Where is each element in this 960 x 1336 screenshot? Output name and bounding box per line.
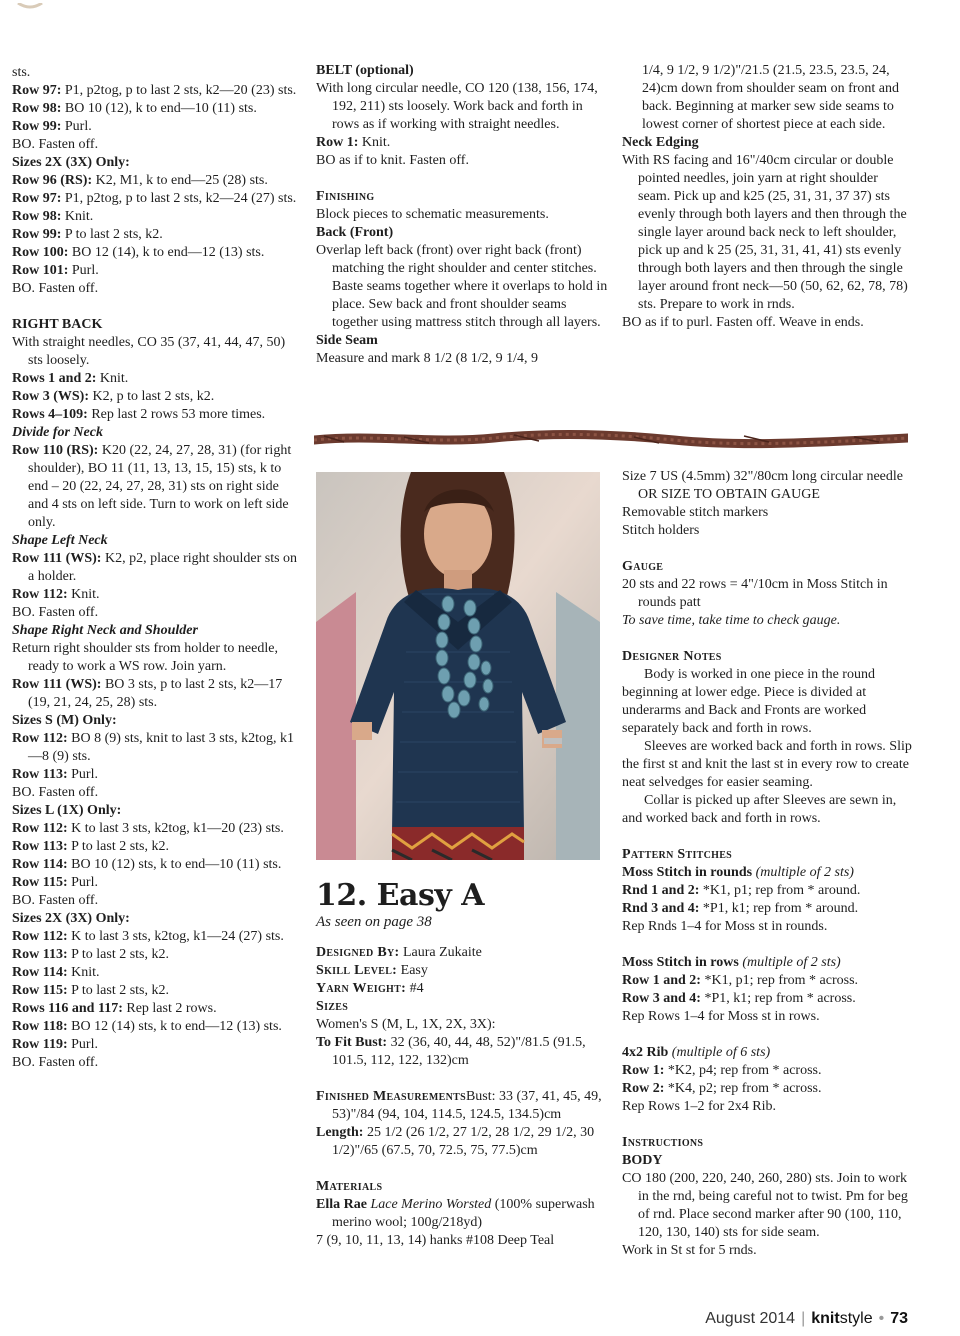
- column-pattern-stitches: [622, 468, 912, 1260]
- section-heading: Finishing: [316, 189, 375, 204]
- spacer: [12, 298, 300, 316]
- text-line: BO as if to purl. Fasten off. Weave in ends.: [622, 315, 864, 330]
- footer-separator: |: [801, 1310, 806, 1327]
- row-text: Purl.: [67, 767, 98, 782]
- text-line: Removable stitch markers: [622, 505, 769, 520]
- meta-label: Skill Level:: [316, 963, 398, 978]
- text-line: [12, 406, 300, 424]
- text-line: Collar is picked up after Sleeves are sewn in, and worked back and forth in rows.: [622, 793, 897, 826]
- text-line: [316, 1088, 610, 1124]
- text-line: [316, 944, 610, 962]
- text-line: [12, 1000, 300, 1018]
- text-line: [316, 134, 610, 152]
- footer-bullet: •: [878, 1310, 885, 1327]
- text-line: [12, 946, 300, 964]
- text-line: To save time, take time to check gauge.: [622, 613, 841, 628]
- row-text: P to last 2 sts, k2.: [67, 983, 170, 998]
- text-line: [316, 980, 610, 998]
- section-heading: Materials: [316, 1179, 383, 1194]
- text-line: [12, 550, 300, 586]
- text-line: [12, 766, 300, 784]
- row-text: *P1, k1; rep from * across.: [700, 991, 856, 1006]
- row-text: Purl.: [67, 1037, 98, 1052]
- section-heading: Sizes 2X (3X) Only:: [12, 155, 130, 170]
- text-line: CO 180 (200, 220, 240, 260, 280) sts. Join to work in the rnd, being careful not to twist. Pm for beg of rnd. Place second marker after 90 (100, 110, 120, 130, 140) sts for side seam.: [622, 1171, 908, 1240]
- text-line: With RS facing and 16"/40cm circular or double pointed needles, join yarn at right shoulder seam. Pick up and k25 (25, 31, 31, 37 37) sts evenly through both layers and then through the single layer around back neck to left shoulder, pick up and k 25 (25, 31, 31, 41, 41) sts evenly through both layers and then through the single layer around front neck—50 (50, 62, 62, 78, 78) sts. Prepare to work in rnds.: [622, 153, 908, 312]
- text-line: With straight needles, CO 35 (37, 41, 44, 47, 50) sts loosely.: [12, 335, 286, 368]
- row-text: P1, p2tog, p to last 2 sts, k2—24 (27) sts.: [61, 191, 297, 206]
- row-label: Row 115:: [12, 875, 68, 890]
- text-line: [12, 874, 300, 892]
- text-line: [622, 864, 912, 882]
- column-belt-finishing: [316, 62, 610, 368]
- text-line: [12, 928, 300, 946]
- text-line: [12, 244, 300, 262]
- page-number: 73: [890, 1310, 908, 1327]
- text-line: [622, 954, 912, 972]
- row-text: 32 (36, 40, 44, 48, 52)"/81.5 (91.5, 101.5, 112, 122, 132)cm: [332, 1035, 586, 1068]
- section-heading: Back (Front): [316, 225, 394, 240]
- text-line: [12, 586, 300, 604]
- text-line: Sleeves are worked back and forth in rows. Slip the first st and knit the last st in every row to create neat selvedges for easier seaming.: [622, 739, 912, 790]
- subsection-heading: Divide for Neck: [12, 425, 103, 440]
- row-text: Knit.: [67, 587, 100, 602]
- subsection-heading: Shape Left Neck: [12, 533, 108, 548]
- pattern-title: 12. Easy A: [316, 878, 484, 913]
- row-label: Row 97:: [12, 191, 62, 206]
- text-line: BO. Fasten off.: [12, 281, 99, 296]
- spacer: [622, 828, 912, 846]
- row-text: Rep last 2 rows.: [122, 1001, 217, 1016]
- stitch-name: Moss Stitch in rounds: [622, 865, 753, 880]
- text-line: BO. Fasten off.: [12, 137, 99, 152]
- text-line: BO. Fasten off.: [12, 893, 99, 908]
- spacer: [622, 1026, 912, 1044]
- text-line: 1/4, 9 1/2, 9 1/2)"/21.5 (21.5, 23.5, 23.5, 24, 24)cm down from shoulder seam on front and back. Beginning at marker sew side seams to lowest corner of shortest piece at each side.: [642, 63, 899, 132]
- spacer: [622, 630, 912, 648]
- spacer: [316, 170, 610, 188]
- row-text: P to last 2 sts, k2.: [61, 227, 163, 242]
- row-text: P1, p2tog, p to last 2 sts, k2—20 (23) sts.: [61, 83, 297, 98]
- text-line: [12, 982, 300, 1000]
- row-text: Knit.: [358, 135, 391, 150]
- row-label: To Fit Bust:: [316, 1035, 388, 1050]
- text-line: [12, 676, 300, 712]
- spacer: [622, 1116, 912, 1134]
- page-footer: [705, 1310, 908, 1328]
- text-line: [12, 100, 300, 118]
- text-line: [12, 208, 300, 226]
- stitch-name: 4x2 Rib: [622, 1045, 669, 1060]
- section-heading: Sizes S (M) Only:: [12, 713, 117, 728]
- row-text: BO 8 (9) sts, knit to last 3 sts, k2tog, k1—8 (9) sts.: [28, 731, 294, 764]
- section-heading: Sizes L (1X) Only:: [12, 803, 122, 818]
- row-label: Row 111 (WS):: [12, 677, 102, 692]
- text-line: [12, 370, 300, 388]
- row-label: Row 114:: [12, 965, 68, 980]
- meta-label: Finished Measurements: [316, 1089, 466, 1104]
- text-line: 7 (9, 10, 11, 13, 14) hanks #108 Deep Teal: [316, 1233, 555, 1248]
- section-heading: BELT (optional): [316, 63, 414, 78]
- text-line: Work in St st for 5 rnds.: [622, 1243, 757, 1258]
- stitch-multiple: (multiple of 2 sts): [738, 955, 841, 970]
- text-line: Body is worked in one piece in the round beginning at lower edge. Piece is divided at underarms and Back and Fronts are worked separately back and forth in rows.: [622, 667, 875, 736]
- row-label: Rows 116 and 117:: [12, 1001, 123, 1016]
- text-line: BO as if to knit. Fasten off.: [316, 153, 469, 168]
- row-label: Row 99:: [12, 227, 62, 242]
- spacer: [622, 540, 912, 558]
- text-line: Measure and mark 8 1/2 (8 1/2, 9 1/4, 9: [316, 351, 539, 366]
- meta-label: Yarn Weight:: [316, 981, 407, 996]
- text-line: [316, 998, 610, 1016]
- text-line: 20 sts and 22 rows = 4"/10cm in Moss Stitch in rounds patt: [622, 577, 888, 610]
- text-line: [622, 1080, 912, 1098]
- text-line: With long circular needle, CO 120 (138, 156, 174, 192, 211) sts loosely. Work back and forth in rows as if working with straight needles.: [316, 81, 598, 132]
- text-line: [12, 118, 300, 136]
- section-heading: Pattern Stitches: [622, 847, 733, 862]
- text-line: [12, 964, 300, 982]
- text-line: BO. Fasten off.: [12, 605, 99, 620]
- row-label: Rnd 3 and 4:: [622, 901, 700, 916]
- section-heading: RIGHT BACK: [12, 317, 103, 332]
- column-right-back-instructions: [12, 64, 300, 1072]
- row-label: Row 110 (RS):: [12, 443, 99, 458]
- column-neck-edging: [622, 62, 912, 332]
- row-label: Row 3 (WS):: [12, 389, 89, 404]
- row-label: Row 115:: [12, 983, 68, 998]
- row-label: Row 112:: [12, 587, 68, 602]
- row-label: Row 98:: [12, 209, 62, 224]
- yarn-brand: Ella Rae: [316, 1197, 367, 1212]
- section-heading: Sizes 2X (3X) Only:: [12, 911, 130, 926]
- text-line: BO. Fasten off.: [12, 1055, 99, 1070]
- row-label: Row 2:: [622, 1081, 665, 1096]
- text-line: [316, 1196, 610, 1232]
- text-line: Rep Rows 1–4 for Moss st in rows.: [622, 1009, 820, 1024]
- meta-label: Sizes: [316, 999, 349, 1014]
- text-line: Overlap left back (front) over right back (front) matching the right shoulder and center stitches. Baste seams together where it overlaps to hold in place. Sew back and front shoulder seams together using mattress stitch through all layers.: [316, 243, 608, 330]
- row-label: Row 97:: [12, 83, 62, 98]
- text-line: Stitch holders: [622, 523, 700, 538]
- text-line: [12, 820, 300, 838]
- row-text: *K1, p1; rep from * around.: [699, 883, 861, 898]
- row-text: K20 (22, 24, 27, 28, 31) (for right shoulder), BO 11 (11, 13, 13, 15, 15) sts, k to end – 20 (22, 24, 27, 28, 31) sts on right side and 4 sts on left side. Turn to work on left side only.: [28, 443, 292, 530]
- row-label: Row 1 and 2:: [622, 973, 701, 988]
- row-text: BO 12 (14) sts, k to end—12 (13) sts.: [67, 1019, 282, 1034]
- yarn-name: Lace Merino Worsted: [370, 1197, 492, 1212]
- row-label: Row 119:: [12, 1037, 68, 1052]
- row-text: K2, p2, place right shoulder sts on a holder.: [28, 551, 298, 584]
- text-line: Block pieces to schematic measurements.: [316, 207, 549, 222]
- row-text: Knit.: [61, 209, 94, 224]
- row-label: Row 1:: [622, 1063, 665, 1078]
- text-line: BO. Fasten off.: [12, 785, 99, 800]
- row-label: Row 118:: [12, 1019, 68, 1034]
- text-line: [622, 1062, 912, 1080]
- row-text: *P1, k1; rep from * around.: [699, 901, 859, 916]
- yarn-content: (100% superwash merino wool; 100g/218yd): [332, 1197, 595, 1230]
- text-line: [622, 882, 912, 900]
- issue-date: August 2014: [705, 1310, 796, 1327]
- text-line: [316, 1124, 610, 1160]
- text-line: Women's S (M, L, 1X, 2X, 3X):: [316, 1017, 496, 1032]
- text-line: sts.: [12, 65, 31, 80]
- meta-value: Easy: [397, 963, 428, 978]
- row-text: Knit.: [96, 371, 129, 386]
- meta-value: Laura Zukaite: [399, 945, 482, 960]
- row-label: Rows 4–109:: [12, 407, 88, 422]
- column-pattern-specs: [316, 944, 610, 1250]
- row-label: Row 3 and 4:: [622, 991, 701, 1006]
- row-text: BO 10 (12) sts, k to end—10 (11) sts.: [67, 857, 282, 872]
- row-label: Row 101:: [12, 263, 69, 278]
- text-line: [12, 838, 300, 856]
- section-heading: BODY: [622, 1153, 663, 1168]
- row-label: Row 112:: [12, 821, 68, 836]
- brand-name-rest: style: [839, 1310, 873, 1327]
- spacer: [622, 936, 912, 954]
- text-line: [622, 1044, 912, 1062]
- row-label: Row 112:: [12, 731, 68, 746]
- stitch-name: Moss Stitch in rows: [622, 955, 739, 970]
- text-line: [12, 172, 300, 190]
- text-line: [12, 190, 300, 208]
- row-text: BO 12 (14), k to end—12 (13) sts.: [68, 245, 265, 260]
- model-photo: [316, 472, 600, 860]
- corner-decoration: [0, 0, 60, 10]
- text-line: Size 7 US (4.5mm) 32"/80cm long circular needle OR SIZE TO OBTAIN GAUGE: [622, 469, 903, 502]
- row-text: Knit.: [67, 965, 100, 980]
- section-heading: Gauge: [622, 559, 664, 574]
- text-line: [12, 442, 300, 532]
- text-line: [12, 856, 300, 874]
- text-line: Rep Rows 1–2 for 2x4 Rib.: [622, 1099, 776, 1114]
- brand-name-bold: knit: [811, 1310, 840, 1327]
- text-line: Rep Rnds 1–4 for Moss st in rounds.: [622, 919, 828, 934]
- row-label: Row 113:: [12, 767, 68, 782]
- row-label: Row 111 (WS):: [12, 551, 102, 566]
- row-label: Length:: [316, 1125, 364, 1140]
- row-text: *K2, p4; rep from * across.: [664, 1063, 822, 1078]
- row-text: P to last 2 sts, k2.: [67, 947, 170, 962]
- stitch-multiple: (multiple of 2 sts): [752, 865, 854, 880]
- row-text: 25 1/2 (26 1/2, 27 1/2, 28 1/2, 29 1/2, 30 1/2)"/65 (67.5, 70, 72.5, 75, 77.5)cm: [332, 1125, 595, 1158]
- text-line: [12, 82, 300, 100]
- row-label: Row 112:: [12, 929, 68, 944]
- row-label: Row 96 (RS):: [12, 173, 93, 188]
- row-text: K to last 3 sts, k2tog, k1—24 (27) sts.: [67, 929, 284, 944]
- text-line: Return right shoulder sts from holder to needle, ready to work a WS row. Join yarn.: [12, 641, 278, 674]
- section-heading: Side Seam: [316, 333, 378, 348]
- stitch-multiple: (multiple of 6 sts): [668, 1045, 771, 1060]
- row-text: K2, p to last 2 sts, k2.: [89, 389, 215, 404]
- row-text: *K4, p2; rep from * across.: [664, 1081, 822, 1096]
- text-line: [12, 226, 300, 244]
- row-text: *K1, p1; rep from * across.: [700, 973, 859, 988]
- text-line: [622, 972, 912, 990]
- row-label: Row 1:: [316, 135, 359, 150]
- text-line: [12, 730, 300, 766]
- meta-label: Designed By:: [316, 945, 400, 960]
- section-heading: Neck Edging: [622, 135, 699, 150]
- text-line: [622, 900, 912, 918]
- row-text: P to last 2 sts, k2.: [67, 839, 170, 854]
- subsection-heading: Shape Right Neck and Shoulder: [12, 623, 198, 638]
- row-text: BO 3 sts, p to last 2 sts, k2—17 (19, 21, 24, 25, 28) sts.: [28, 677, 283, 710]
- row-text: Purl.: [67, 875, 98, 890]
- text-line: [622, 990, 912, 1008]
- text-line: [12, 1036, 300, 1054]
- meta-value: #4: [406, 981, 424, 996]
- row-text: K2, M1, k to end—25 (28) sts.: [92, 173, 268, 188]
- yarn-divider-illustration: [314, 428, 908, 452]
- row-label: Row 114:: [12, 857, 68, 872]
- row-text: Rep last 2 rows 53 more times.: [87, 407, 266, 422]
- row-text: Purl.: [61, 119, 92, 134]
- row-label: Row 99:: [12, 119, 62, 134]
- text-line: [316, 962, 610, 980]
- text-line: [12, 388, 300, 406]
- section-heading: Instructions: [622, 1135, 704, 1150]
- meta-value: Bust: 33 (37, 41, 45, 49, 53)"/84 (94, 104, 114.5, 124.5, 134.5)cm: [332, 1089, 602, 1122]
- text-line: [12, 262, 300, 280]
- row-label: Row 113:: [12, 839, 68, 854]
- text-line: [316, 1034, 610, 1070]
- row-label: Rows 1 and 2:: [12, 371, 97, 386]
- row-text: K to last 3 sts, k2tog, k1—20 (23) sts.: [67, 821, 284, 836]
- row-label: Rnd 1 and 2:: [622, 883, 700, 898]
- spacer: [316, 1070, 610, 1088]
- row-text: Purl.: [68, 263, 99, 278]
- section-heading: Designer Notes: [622, 649, 722, 664]
- pattern-subtitle: As seen on page 38: [316, 914, 432, 930]
- row-label: Row 100:: [12, 245, 69, 260]
- row-text: BO 10 (12), k to end—10 (11) sts.: [61, 101, 257, 116]
- spacer: [316, 1160, 610, 1178]
- text-line: [12, 1018, 300, 1036]
- row-label: Row 98:: [12, 101, 62, 116]
- row-label: Row 113:: [12, 947, 68, 962]
